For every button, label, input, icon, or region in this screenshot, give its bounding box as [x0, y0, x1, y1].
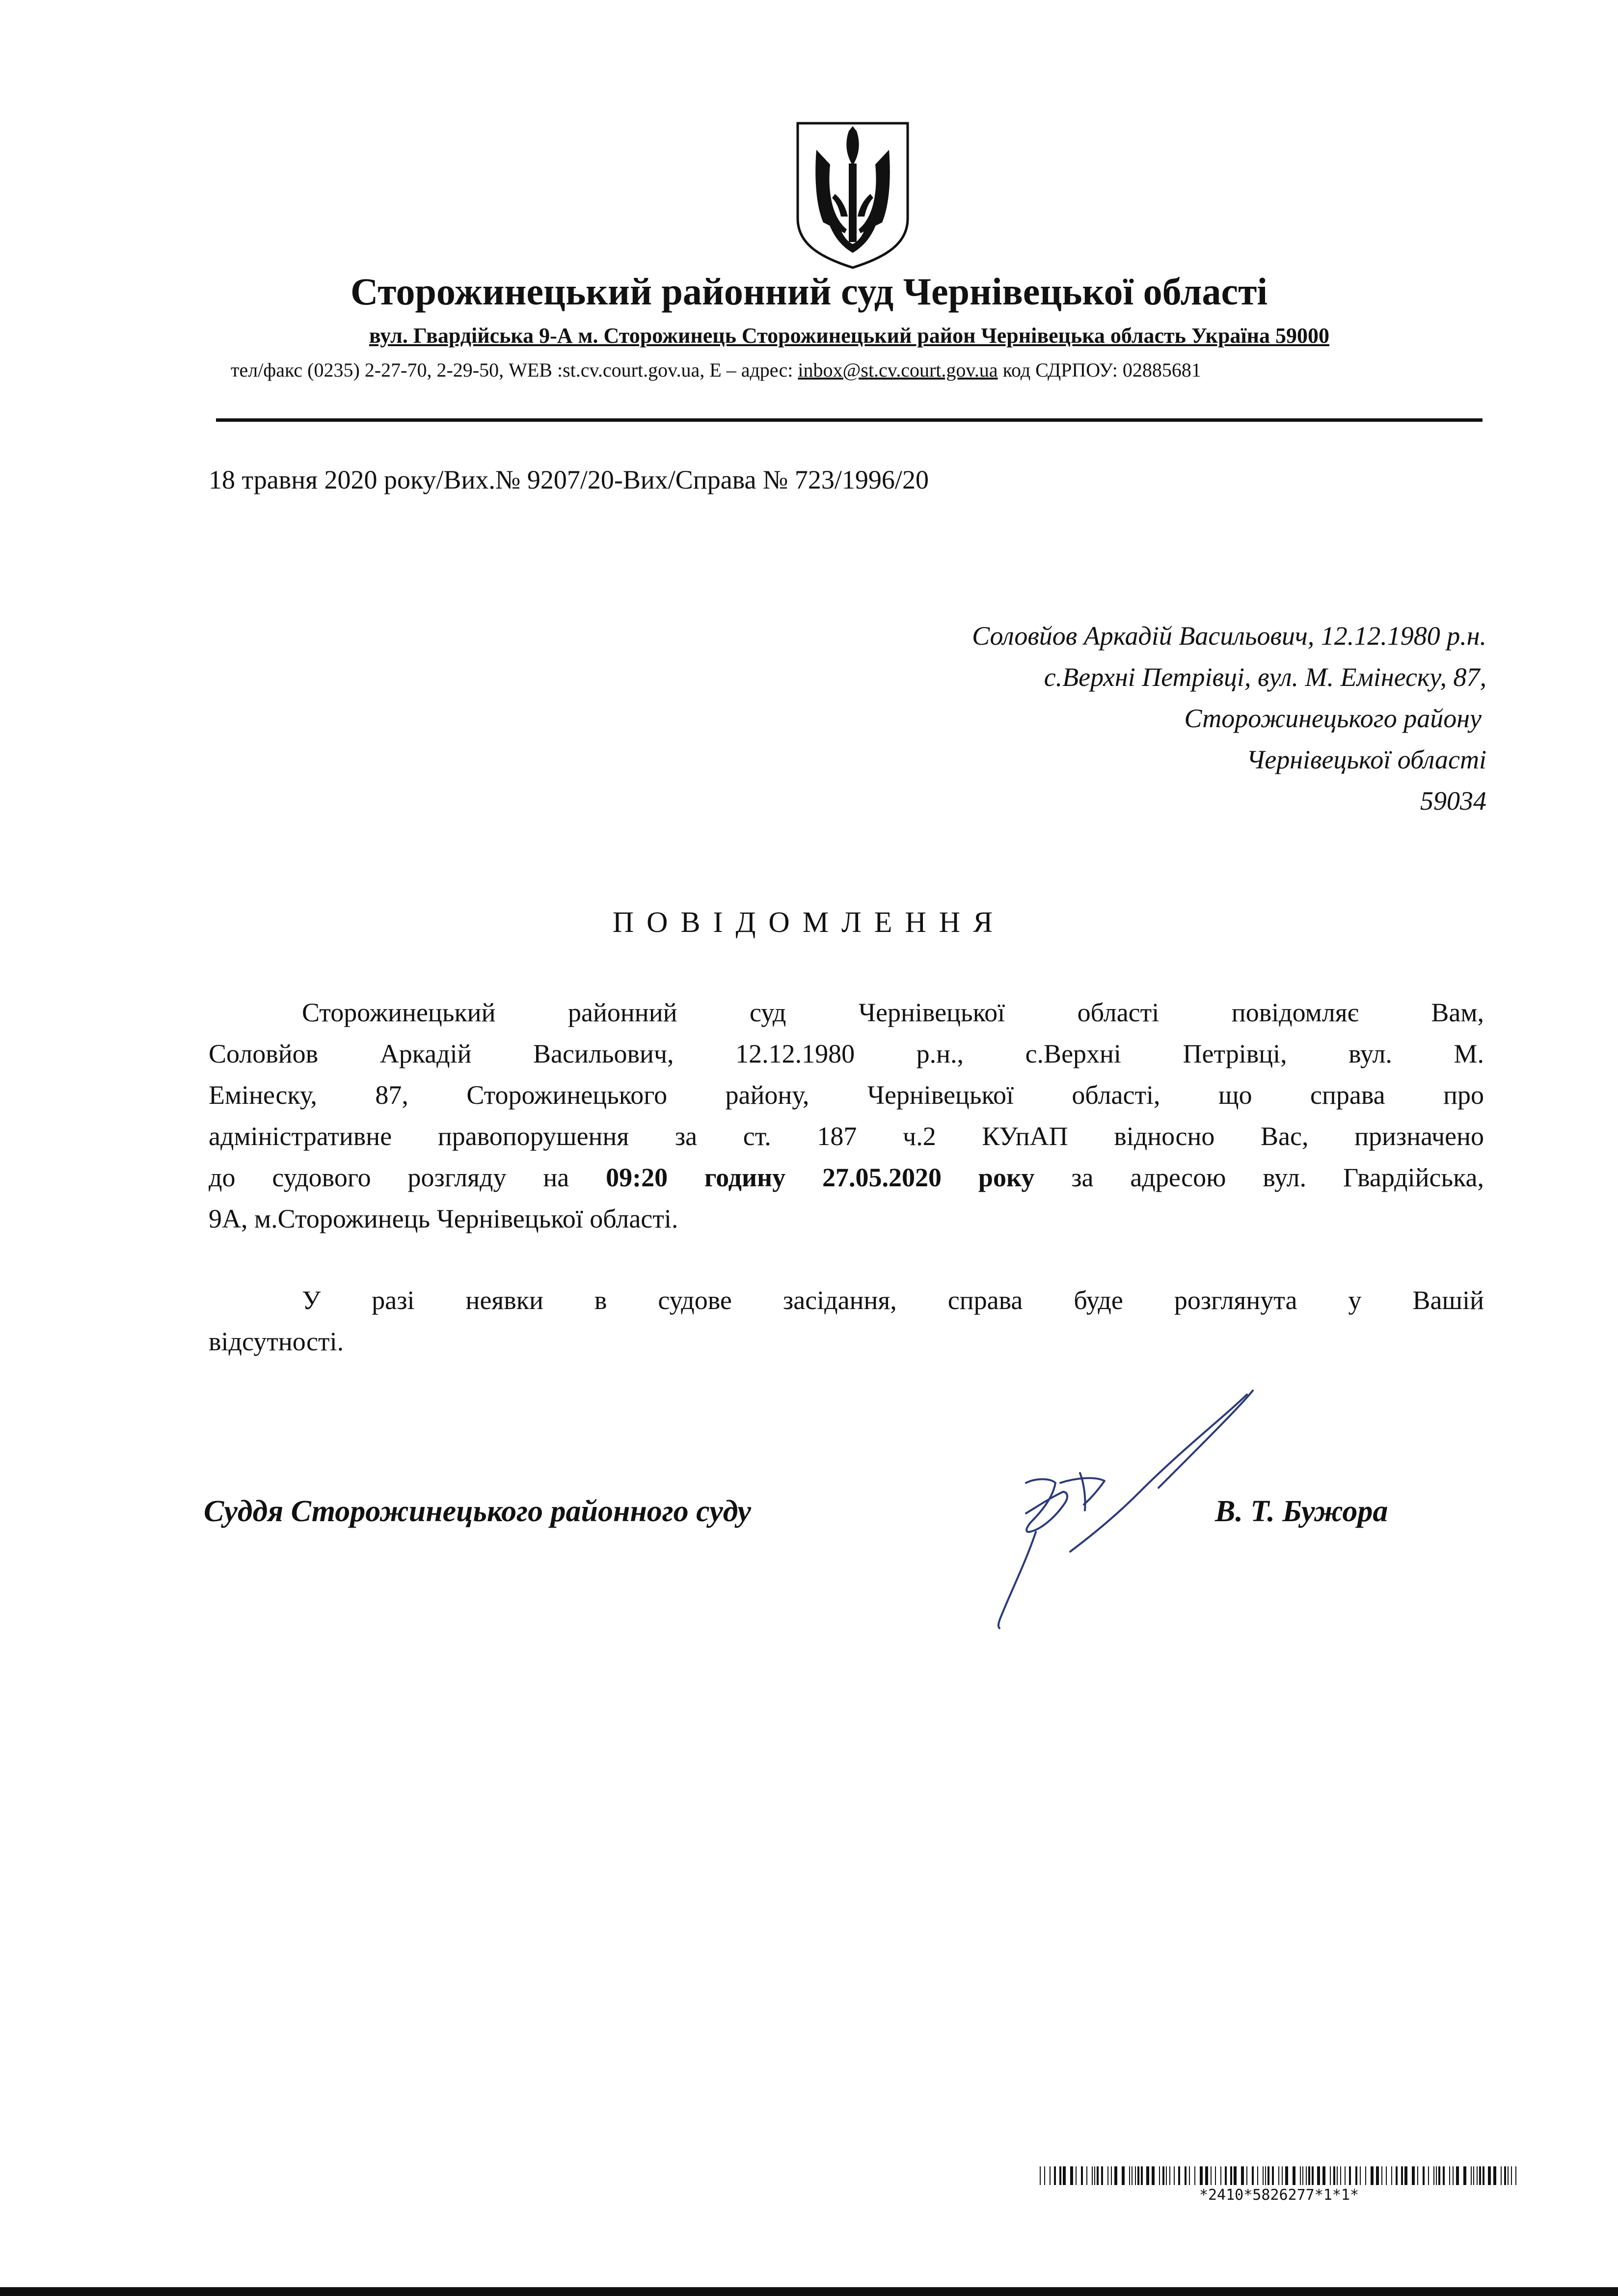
barcode-bar	[1278, 2166, 1279, 2185]
barcode-bar	[1129, 2166, 1130, 2185]
barcode-bar	[1200, 2166, 1203, 2185]
barcode-bar	[1111, 2166, 1112, 2185]
barcode-bar	[1059, 2166, 1061, 2185]
barcode-bar	[1436, 2166, 1437, 2185]
contacts-prefix: тел/факс (0235) 2-27-70, 2-29-50, WEB :st.cv.court.gov.ua, E – адрес:	[231, 359, 798, 381]
barcode-bar	[1122, 2166, 1125, 2185]
barcode-bar	[1438, 2166, 1440, 2185]
barcode-bar	[1449, 2166, 1450, 2185]
barcode-bar	[1511, 2166, 1512, 2185]
paragraph-line: Соловйов Аркадій Васильович, 12.12.1980 р.н., с.Верхні Петрівці, вул. М.	[209, 1039, 1484, 1068]
absence-paragraph	[209, 1280, 1484, 1362]
barcode-bar	[1340, 2166, 1341, 2185]
paragraph-line: Сторожинецький районний суд Чернівецької області повідомляє Вам,	[302, 998, 1484, 1027]
judge-title: Суддя Сторожинецького районного суду	[204, 1495, 752, 1528]
barcode-bar	[1488, 2166, 1491, 2185]
paragraph-line	[209, 1157, 1484, 1198]
barcode-bar	[1308, 2166, 1310, 2185]
barcode-bar	[1423, 2166, 1425, 2185]
barcode-bar	[1330, 2166, 1331, 2185]
barcode-bar	[1473, 2166, 1474, 2185]
barcode-bar	[1166, 2166, 1167, 2185]
barcode-bar	[1355, 2166, 1357, 2185]
scan-bottom-edge	[0, 2287, 1618, 2296]
judge-name: В. Т. Бужора	[1215, 1495, 1388, 1528]
barcode-bar	[1322, 2166, 1325, 2185]
barcode-bar	[1417, 2166, 1418, 2185]
barcode-bar	[1293, 2166, 1295, 2185]
barcode-bar	[1152, 2166, 1155, 2185]
barcode-bar	[1189, 2166, 1190, 2185]
document-title: ПОВІДОМЛЕННЯ	[612, 906, 1006, 938]
barcode-bar	[1267, 2166, 1269, 2185]
paragraph-line: У разі неявки в судове засідання, справа буде розглянута у Вашій	[302, 1285, 1484, 1315]
paragraph-line: Емінеску, 87, Сторожинецького району, Чернівецької області, що справа про	[209, 1080, 1484, 1110]
barcode-bar	[1504, 2166, 1506, 2185]
recipient-line: Чернівецької області	[1246, 745, 1486, 774]
barcode-bar	[1162, 2166, 1164, 2185]
barcode-bar	[1230, 2166, 1232, 2185]
barcode-bar	[1376, 2166, 1379, 2185]
barcode-bar	[1257, 2166, 1258, 2185]
paragraph-line: 9А, м.Сторожинець Чернівецької області.	[209, 1204, 678, 1233]
barcode-bar	[1381, 2166, 1382, 2185]
barcode-bar	[1349, 2166, 1351, 2185]
barcode-bar	[1302, 2166, 1303, 2185]
barcode-bar	[1396, 2166, 1398, 2185]
barcode-bar	[1493, 2166, 1496, 2185]
barcode-bar	[1365, 2166, 1366, 2185]
court-name: Сторожинецький районний суд Чернівецької області	[350, 270, 1268, 313]
paragraph-line: адміністративне правопорушення за ст. 187 ч.2 КУпАП відносно Вас, призначено	[209, 1121, 1484, 1151]
barcode-bar	[1412, 2166, 1415, 2185]
header-divider	[216, 418, 1483, 422]
barcode-bar	[1094, 2166, 1095, 2185]
barcode-bar	[1225, 2166, 1227, 2185]
barcode-bar	[1285, 2166, 1288, 2185]
barcode-bar	[1146, 2166, 1149, 2185]
barcode-bar	[1081, 2166, 1083, 2185]
paragraph-line: відсутності.	[209, 1327, 344, 1356]
barcode-bar	[1433, 2166, 1434, 2185]
coat-of-arms-emblem	[794, 120, 912, 270]
barcode-bar	[1453, 2166, 1454, 2185]
document-reference: 18 травня 2020 року/Вих.№ 9207/20-Вих/Справа № 723/1996/20	[209, 465, 929, 494]
barcode-bar	[1272, 2166, 1274, 2185]
barcode-bar	[1114, 2166, 1117, 2185]
barcode-bar	[1135, 2166, 1136, 2185]
barcode-bar	[1169, 2166, 1170, 2185]
barcode-bar	[1107, 2166, 1108, 2185]
recipient-line: с.Верхні Петрівці, вул. М. Емінеску, 87,	[1044, 662, 1486, 692]
barcode-bar	[1306, 2166, 1307, 2185]
barcode-bar	[1483, 2166, 1484, 2185]
recipient-line: 59034	[1420, 786, 1486, 816]
barcode-bar	[1515, 2166, 1516, 2185]
barcode-bar	[1345, 2166, 1346, 2185]
barcode-bar	[1054, 2166, 1056, 2185]
barcode-bar	[1360, 2166, 1361, 2185]
barcode-bar	[1317, 2166, 1320, 2185]
contacts-suffix: код СДРПОУ: 02885681	[998, 359, 1201, 381]
barcode-bar	[1050, 2166, 1051, 2185]
barcode-bar	[1477, 2166, 1478, 2185]
barcode-bar	[1312, 2166, 1314, 2185]
barcode-bar	[1391, 2166, 1392, 2185]
barcode-bar	[1044, 2166, 1045, 2185]
barcode-bar	[1300, 2166, 1301, 2185]
barcode-bar	[1137, 2166, 1139, 2185]
barcode-bar	[1428, 2166, 1429, 2185]
barcode-bar	[1401, 2166, 1403, 2185]
barcode-bar	[1263, 2166, 1264, 2185]
recipient-line: Соловйов Аркадій Васильович, 12.12.1980 р.н.	[972, 621, 1486, 651]
barcode-bar	[1456, 2166, 1459, 2185]
barcode-bar	[1174, 2166, 1175, 2185]
barcode-bar	[1463, 2166, 1466, 2185]
barcode-number: *2410*5826277*1*1*	[1199, 2187, 1359, 2204]
barcode-bar	[1246, 2166, 1247, 2185]
barcode-bar	[1508, 2166, 1509, 2185]
barcode-bar	[1241, 2166, 1244, 2185]
barcode-bar	[1194, 2166, 1195, 2185]
court-contacts	[231, 360, 1478, 380]
barcode-bar	[1333, 2166, 1335, 2185]
barcode-bar	[1076, 2166, 1077, 2185]
paragraph-text: до судового розгляду на	[209, 1163, 606, 1192]
barcode-bar	[1063, 2166, 1066, 2185]
notice-paragraph	[209, 992, 1484, 1239]
barcode-bar	[1086, 2166, 1087, 2185]
barcode-bar	[1234, 2166, 1237, 2185]
barcode-bar	[1337, 2166, 1338, 2185]
court-address: вул. Гвардійська 9-А м. Сторожинець Сторожинецький район Чернівецька область Україна 59000	[369, 324, 1330, 348]
paragraph-text: за адресою вул. Гвардійська,	[1034, 1163, 1484, 1192]
barcode-bar	[1178, 2166, 1180, 2185]
barcode-bar	[1070, 2166, 1073, 2185]
barcode-bar	[1141, 2166, 1143, 2185]
barcode-bar	[1101, 2166, 1103, 2185]
barcode-bar	[1386, 2166, 1387, 2185]
barcode-bar	[1282, 2166, 1283, 2185]
barcode-bar	[1443, 2166, 1445, 2185]
barcode-bar	[1220, 2166, 1221, 2185]
barcode-bar	[1501, 2166, 1502, 2185]
barcode-bar	[1371, 2166, 1374, 2185]
barcode-bar	[1132, 2166, 1133, 2185]
barcode-bar	[1211, 2166, 1212, 2185]
barcode-bar	[1205, 2166, 1208, 2185]
barcode-bar	[1404, 2166, 1407, 2185]
hearing-datetime: 09:20 годину 27.05.2020 року	[606, 1163, 1035, 1192]
barcode-bar	[1471, 2166, 1472, 2185]
barcode-bar	[1097, 2166, 1099, 2185]
barcode-bar	[1252, 2166, 1254, 2185]
court-email-link[interactable]: inbox@st.cv.court.gov.ua	[798, 359, 998, 381]
barcode	[1040, 2166, 1518, 2185]
barcode-bar	[1265, 2166, 1266, 2185]
barcode-bar	[1159, 2166, 1160, 2185]
barcode-bar	[1215, 2166, 1216, 2185]
barcode-bar	[1479, 2166, 1481, 2185]
recipient-line: Сторожинецького району	[1184, 704, 1482, 733]
barcode-bar	[1040, 2166, 1041, 2185]
barcode-bar	[1185, 2166, 1187, 2185]
barcode-bar	[1092, 2166, 1093, 2185]
